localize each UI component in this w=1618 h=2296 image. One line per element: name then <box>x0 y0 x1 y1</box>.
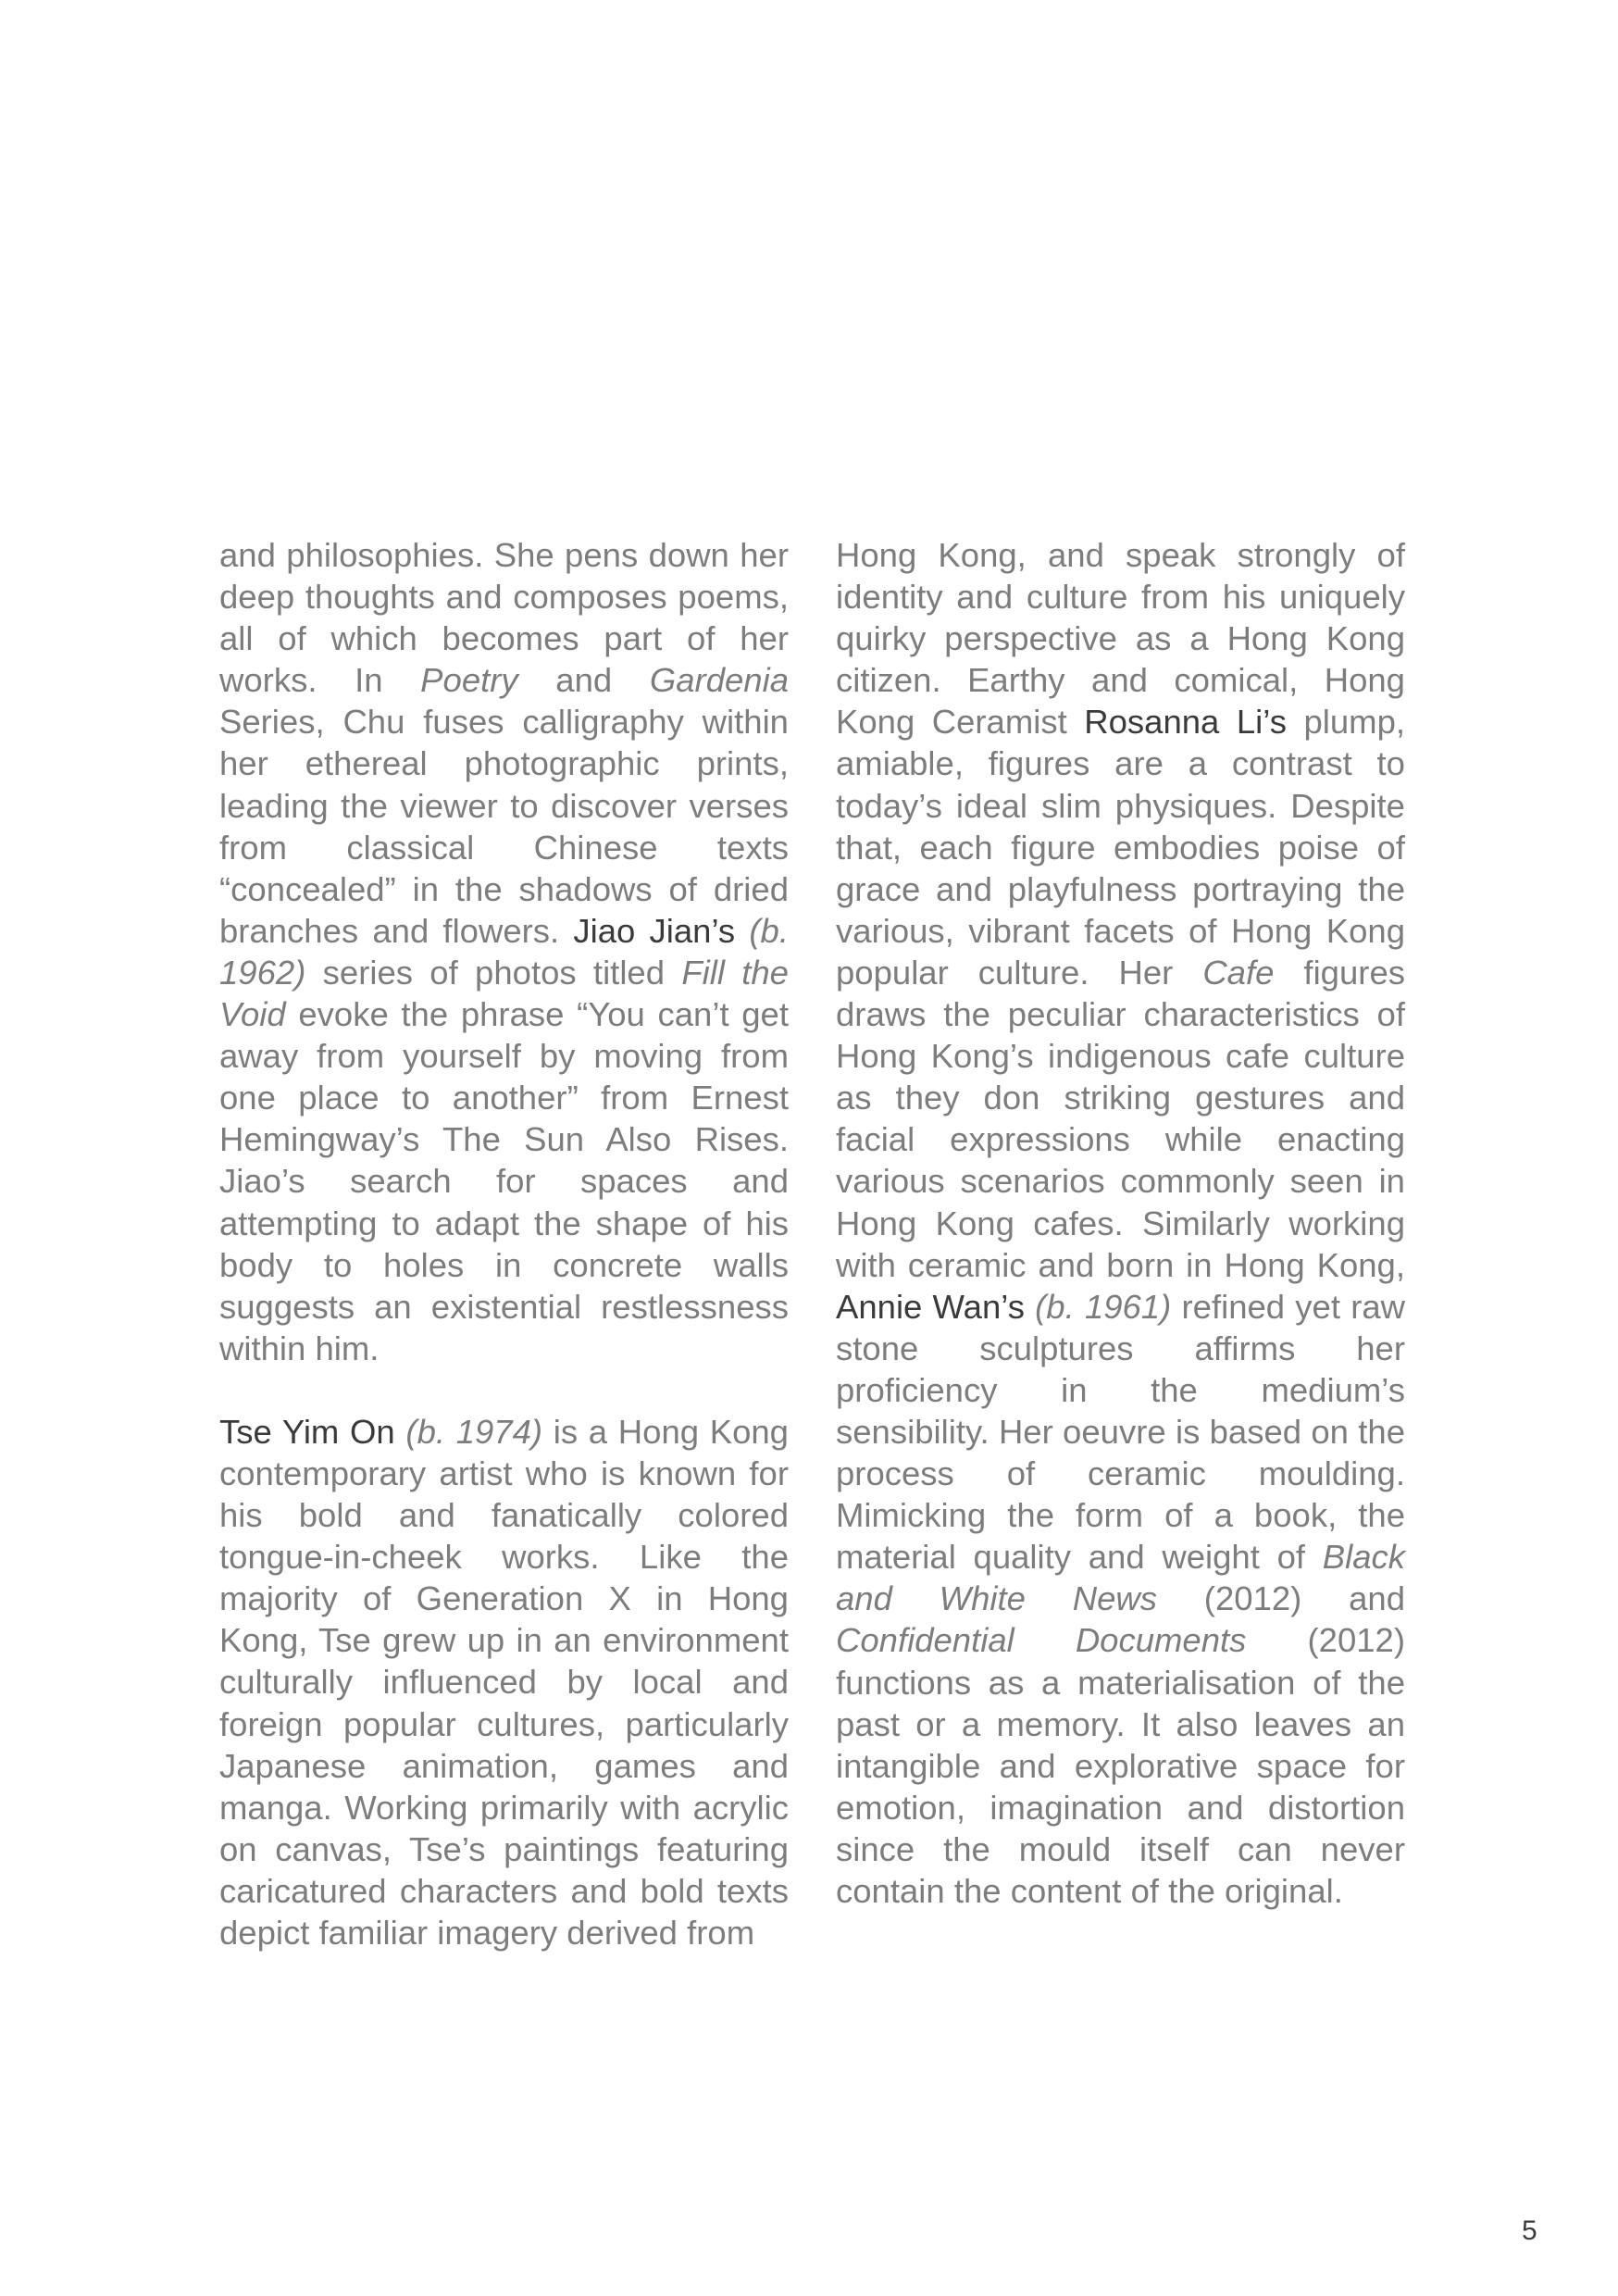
body-text: Series, Chu fuses calligraphy within her ethereal photographic prints, leading the viewer to discover verses from classical Chinese texts “concealed” in the shadows of dried branches and flowers. <box>219 703 789 950</box>
artwork-title: Gardenia <box>649 661 789 700</box>
body-text: series of photos titled <box>305 953 682 992</box>
body-text: refined yet raw stone sculptures affirms her proficiency in the medium’s sensibility. Her oeuvre is based on the process of ceramic moulding. Mimicking the form of a book, the material quality and weight of <box>836 1287 1406 1577</box>
body-text: figures draws the peculiar characteristics of Hong Kong’s indigenous cafe culture as they don striking gestures and facial expressions while enacting various scenarios commonly seen in Hong Kong cafes. Similarly working with ceramic and born in Hong Kong, <box>836 953 1405 1284</box>
body-text: is a Hong Kong contemporary artist who is known for his bold and fanatically colored tongue-in-cheek works. Like the majority of Generation X in Hong Kong, Tse grew up in an environment culturally influenced by local and foreign popular cultures, particularly Japanese animation, games and manga. Working primarily with acrylic on canvas, Tse’s paintings featuring caricatured characters and bold texts depict familiar imagery derived from <box>219 1412 789 1952</box>
artwork-title: Confidential Documents <box>836 1621 1247 1660</box>
body-text: plump, amiable, figures are a contrast to today’s ideal slim physiques. Despite that, each figure embodies poise of grace and playfulness portraying the various, vibrant facets of Hong Kong popular culture. Her <box>836 703 1406 992</box>
body-text <box>395 1413 406 1451</box>
artwork-title: Poetry <box>420 661 518 700</box>
body-text: (2012) and <box>1157 1579 1405 1618</box>
right-column <box>836 534 1405 1912</box>
artist-name: Tse Yim On <box>219 1412 395 1451</box>
artwork-title: Fill the Void <box>219 953 789 1034</box>
body-text: evoke the phrase “You can’t get away from yourself by moving from one place to another” from Ernest Hemingway’s The Sun Also Rises. Jiao’s search for spaces and attempting to adapt the shape of his body to holes in concrete walls suggests an existential restlessness within him. <box>219 995 789 1367</box>
body-text <box>735 912 749 950</box>
artist-name: Rosanna Li’s <box>1084 703 1287 742</box>
body-text <box>1025 1288 1035 1326</box>
artist-name: Annie Wan’s <box>836 1287 1025 1326</box>
artwork-title: Black and White News <box>836 1538 1405 1618</box>
body-text: and <box>517 661 650 700</box>
page-number: 5 <box>1522 2215 1537 2246</box>
body-text: Hong Kong, and speak strongly of identity and culture from his uniquely quirky perspective as a Hong Kong citizen. Earthy and comical, Hong Kong Ceramist <box>836 536 1405 742</box>
body-paragraph <box>219 1411 789 1953</box>
left-column <box>219 534 789 1953</box>
birth-year: (b. 1974) <box>405 1412 543 1451</box>
body-text: and philosophies. She pens down her deep thoughts and composes poems, all of which becomes part of her works. In <box>219 536 789 700</box>
artwork-title: Cafe <box>1202 953 1275 992</box>
body-paragraph <box>219 534 789 1369</box>
birth-year: (b. 1961) <box>1035 1287 1172 1326</box>
body-text: (2012) functions as a materialisation of the past or a memory. It also leaves an intangible and explorative space for emotion, imagination and distortion since the mould itself can never contain the content of the original. <box>836 1621 1406 1910</box>
birth-year: (b. 1962) <box>219 911 789 992</box>
artist-name: Jiao Jian’s <box>573 911 736 950</box>
body-paragraph <box>836 534 1405 1912</box>
